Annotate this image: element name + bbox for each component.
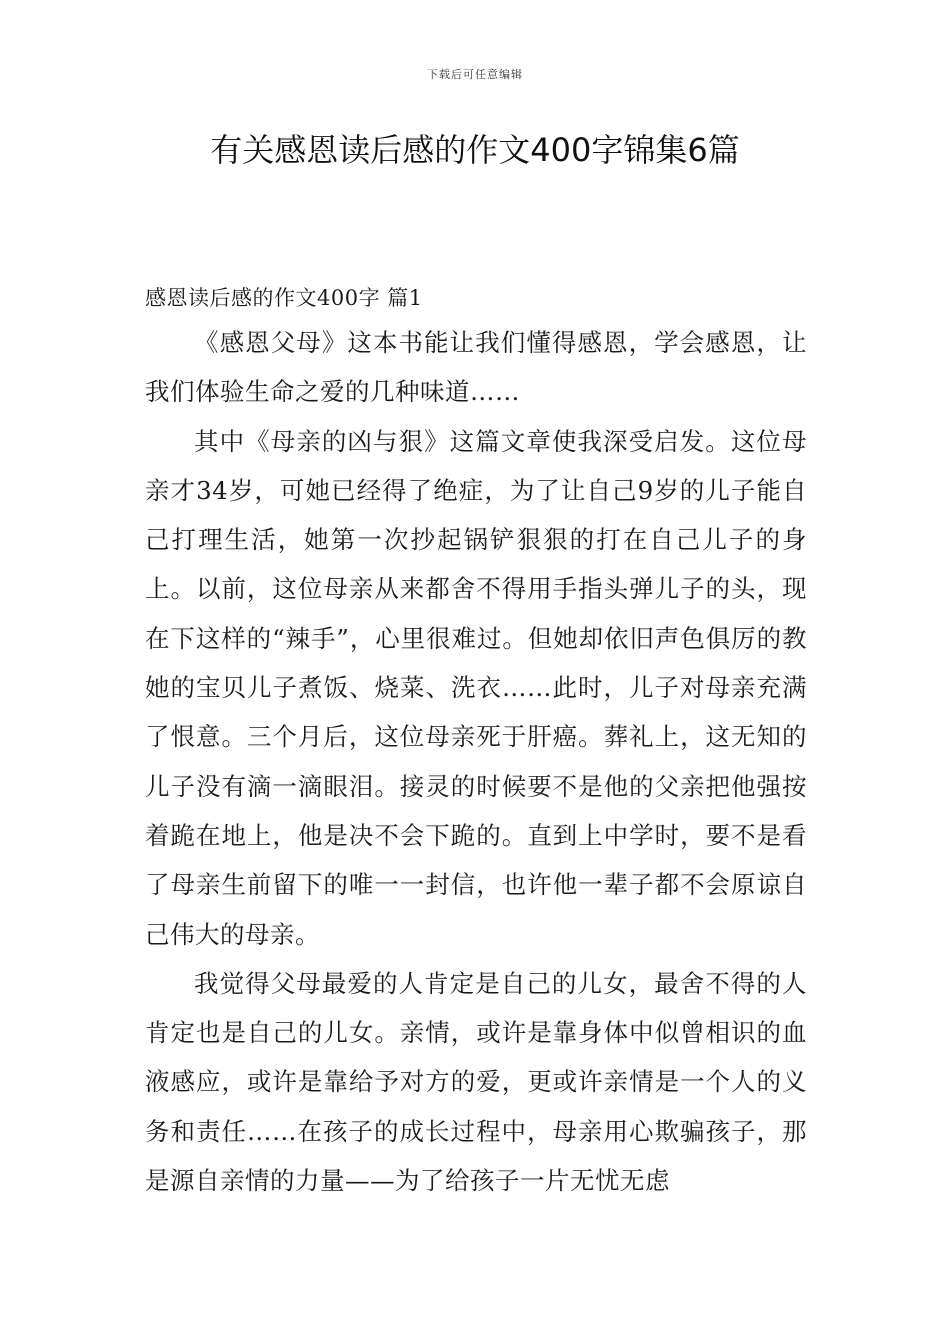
document-body <box>145 280 807 1205</box>
paragraph: 我觉得父母最爱的人肯定是自己的儿女，最舍不得的人肯定也是自己的儿女。亲情，或许是靠身体中似曾相识的血液感应，或许是靠给予对方的爱，更或许亲情是一个人的义务和责任……在孩子的成长过程中，母亲用心欺骗孩子，那是源自亲情的力量——为了给孩子一片无忧无虑 <box>145 968 807 1196</box>
section-heading: 感恩读后感的作文400字 篇1 <box>145 286 423 310</box>
paragraph: 《感恩父母》这本书能让我们懂得感恩，学会感恩，让我们体验生命之爱的几种味道…… <box>145 328 807 407</box>
document-title: 有关感恩读后感的作文400字锦集6篇 <box>210 131 740 169</box>
header-note: 下载后可任意编辑 <box>427 68 523 81</box>
paragraph: 其中《母亲的凶与狠》这篇文章使我深受启发。这位母亲才34岁，可她已经得了绝症，为了让自己9岁的儿子能自己打理生活，她第一次抄起锅铲狠狠的打在自己儿子的身上。以前，这位母亲从来都舍不得用手指头弹儿子的头，现在下这样的“辣手”，心里很难过。但她却依旧声色俱厉的教她的宝贝儿子煮饭、烧菜、洗衣……此时，儿子对母亲充满了恨意。三个月后，这位母亲死于肝癌。葬礼上，这无知的儿子没有滴一滴眼泪。接灵的时候要不是他的父亲把他强按着跪在地上，他是决不会下跪的。直到上中学时，要不是看了母亲生前留下的唯一一封信，也许他一辈子都不会原谅自己伟大的母亲。 <box>145 426 807 949</box>
